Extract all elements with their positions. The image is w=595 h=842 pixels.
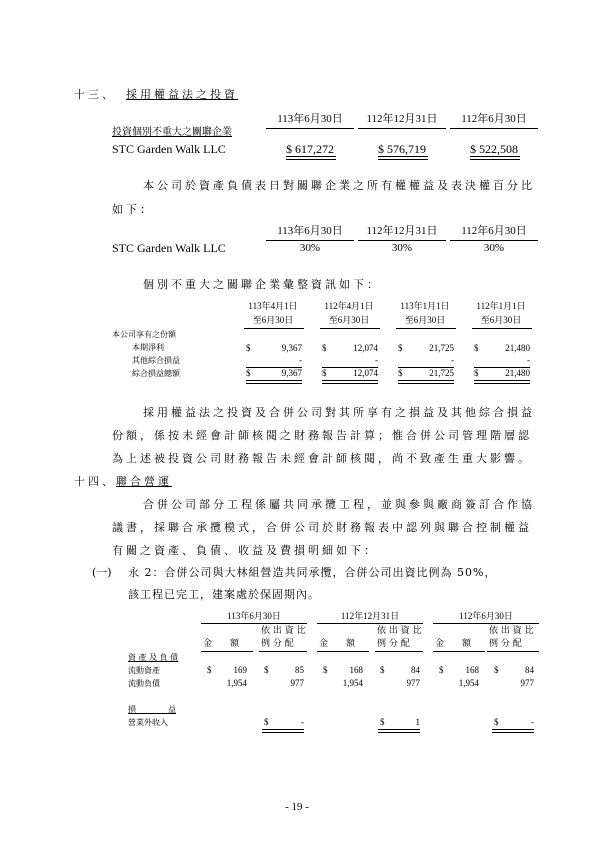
t3-total-rule-4 <box>474 380 530 384</box>
t1-double-rule-2 <box>378 156 428 160</box>
t4-row3-cur-1: $ <box>264 717 269 727</box>
t4-ratio-h1-1: 依 出 資 比 <box>261 626 306 636</box>
t1-date-1: 113年6月30日 <box>277 113 343 125</box>
t4-row3-label: 營業外收入 <box>128 718 168 727</box>
t1-value-2: $ 576,719 <box>378 142 426 156</box>
item-1-number: (一) <box>92 566 112 579</box>
sec14-para1-line1: 合併公司部分工程係屬共同承攬工程，並與參與廠商簽訂合作協 <box>143 498 535 511</box>
t3-row1-currency-1: $ <box>246 343 251 353</box>
section-13-title: 採用權益法之投資 <box>126 88 238 101</box>
t2-value-1: 30% <box>299 242 321 254</box>
t3-head-rule-2 <box>320 328 380 329</box>
t4-amount-h-1: 金 額 <box>203 639 240 649</box>
t2-date-2: 112年12月31日 <box>366 225 438 237</box>
section-13-number: 十三、 <box>74 88 116 101</box>
t2-value-2: 30% <box>391 242 413 254</box>
t3-row3-label: 綜合損益總額 <box>132 369 180 378</box>
t4-amount-h-3: 金 額 <box>435 639 472 649</box>
t1-label: 投資個別不重大之關聯企業 <box>112 127 232 138</box>
t3-row1-val-2: 12,074 <box>353 343 378 353</box>
t4-row1-cur-6: $ <box>494 665 499 675</box>
t1-value-3: $ 522,508 <box>470 142 518 156</box>
page-number: - 19 - <box>285 801 309 813</box>
t4-row3-cur-3: $ <box>494 717 499 727</box>
t4-col-rule-1 <box>201 651 253 652</box>
t4-row3-cur-2: $ <box>380 717 385 727</box>
t3-h1-3: 113年1月1日 <box>400 301 450 311</box>
t4-row1-val-4: 84 <box>411 665 420 675</box>
t4-section2-label: 損 益 <box>128 705 176 714</box>
t2-rule-2 <box>358 240 446 241</box>
t4-period-2: 112年12月31日 <box>340 611 400 621</box>
t1-double-rule-1 <box>286 156 336 160</box>
t1-value-1: $ 617,272 <box>286 142 334 156</box>
t3-row2-val-4: - <box>527 355 530 365</box>
t4-row1-val-5: 168 <box>465 665 479 675</box>
t3-h1-4: 112年1月1日 <box>476 301 526 311</box>
t4-period-rule-1 <box>201 623 307 624</box>
t4-row1-val-6: 84 <box>525 665 534 675</box>
t4-col-rule-3 <box>317 651 369 652</box>
t4-row1-cur-2: $ <box>264 665 269 675</box>
t3-h2-2: 至6月30日 <box>328 315 370 325</box>
t2-rule-1 <box>266 240 354 241</box>
t4-row1-cur-3: $ <box>323 665 328 675</box>
t4-row2-val-5: 1,954 <box>458 678 479 688</box>
t3-row1-currency-2: $ <box>322 343 327 353</box>
section-14-number: 十四、 <box>74 475 116 488</box>
section-14-title: 聯合營運 <box>116 475 172 488</box>
t3-row1-val-4: 21,480 <box>505 343 530 353</box>
t3-row3-val-2: 12,074 <box>353 368 378 378</box>
t4-row3-val-2: 1 <box>415 717 420 727</box>
t3-row3-val-3: 21,725 <box>429 368 454 378</box>
t4-ratio-h2-2: 例 分 配 <box>377 639 410 649</box>
t4-section1-label: 資 產 及 負 債 <box>128 653 179 662</box>
t4-income-rule-3 <box>492 729 534 733</box>
item-1-line1: 永 2：合併公司與大林組營造共同承攬，合併公司出資比例為 50%， <box>128 566 497 579</box>
t3-head-rule-3 <box>396 328 456 329</box>
t4-ratio-h2-3: 例 分 配 <box>489 639 522 649</box>
t3-row3-currency-3: $ <box>398 368 403 378</box>
sec13-para1-line2: 如下： <box>112 203 154 216</box>
t4-period-rule-3 <box>433 623 539 624</box>
t4-row1-val-2: 85 <box>295 665 304 675</box>
t1-rule-1 <box>266 128 354 129</box>
t4-col-rule-2 <box>259 651 307 652</box>
t3-row2-val-1: - <box>299 355 302 365</box>
t3-h2-4: 至6月30日 <box>480 315 522 325</box>
sec13-para3-line2: 份額，係按未經會計師核閱之財務報告計算；惟合併公司管理階層認 <box>112 429 532 442</box>
t1-date-2: 112年12月31日 <box>366 113 438 125</box>
t4-income-rule-1 <box>262 729 304 733</box>
sec13-para3-line1: 採用權益法之投資及合併公司對其所享有之損益及其他綜合損益 <box>143 406 535 419</box>
t4-ratio-h1-3: 依 出 資 比 <box>489 626 534 636</box>
t3-row2-label: 其他綜合損益 <box>132 356 180 365</box>
sec13-para1-line1: 本公司於資產負債表日對關聯企業之所有權權益及表決權百分比 <box>143 179 535 192</box>
t3-row2-val-3: - <box>451 355 454 365</box>
t4-row2-val-4: 977 <box>406 678 420 688</box>
t4-period-3: 112年6月30日 <box>459 611 513 621</box>
t3-row1-currency-3: $ <box>398 343 403 353</box>
t3-row3-val-4: 21,480 <box>505 368 530 378</box>
t3-row2-val-2: - <box>375 355 378 365</box>
t1-double-rule-3 <box>470 156 520 160</box>
sec13-para2: 個別不重大之關聯企業彙整資訊如下： <box>143 278 381 291</box>
t4-row2-val-3: 1,954 <box>342 678 363 688</box>
t4-period-1: 113年6月30日 <box>227 611 281 621</box>
t3-h2-3: 至6月30日 <box>404 315 446 325</box>
t4-col-rule-4 <box>375 651 423 652</box>
t3-head-rule-1 <box>244 328 304 329</box>
item-1-line2: 該工程已完工，建案處於保固期內。 <box>128 588 320 601</box>
sec14-para1-line3: 有關之資產、負債、收益及費損明細如下： <box>112 544 378 557</box>
t4-row2-label: 流動負債 <box>128 679 160 688</box>
t4-row2-val-6: 977 <box>520 678 534 688</box>
t1-company: STC Garden Walk LLC <box>112 142 226 156</box>
t2-value-3: 30% <box>483 242 505 254</box>
t4-row1-val-3: 168 <box>349 665 363 675</box>
sec14-para1-line2: 議書，採聯合承攬模式，合併公司於財務報表中認列與聯合控制權益 <box>112 521 532 534</box>
t3-row1-currency-4: $ <box>474 343 479 353</box>
t1-date-3: 112年6月30日 <box>461 113 527 125</box>
t3-total-rule-1 <box>246 380 302 384</box>
t3-total-rule-2 <box>322 380 378 384</box>
t3-row1-val-3: 21,725 <box>429 343 454 353</box>
t4-period-rule-2 <box>317 623 423 624</box>
t3-h2-1: 至6月30日 <box>252 315 294 325</box>
t2-date-1: 113年6月30日 <box>277 225 343 237</box>
t3-row1-val-1: 9,367 <box>281 343 302 353</box>
t4-row1-cur-4: $ <box>380 665 385 675</box>
t4-col-rule-6 <box>487 651 539 652</box>
t2-rule-3 <box>450 240 538 241</box>
t1-rule-3 <box>450 128 538 129</box>
t4-row3-val-1: - <box>301 717 304 727</box>
t4-row2-val-2: 977 <box>290 678 304 688</box>
t3-group-label: 本公司享有之份額 <box>112 330 176 339</box>
t4-row3-val-3: - <box>531 717 534 727</box>
t4-income-rule-2 <box>378 729 420 733</box>
t4-col-rule-5 <box>433 651 485 652</box>
sec13-para3-line3: 為上述被投資公司財務報告未經會計師核閱，尚不致產生重大影響。 <box>112 452 532 465</box>
t4-ratio-h2-1: 例 分 配 <box>261 639 294 649</box>
t4-row2-val-1: 1,954 <box>226 678 247 688</box>
t1-rule-2 <box>358 128 446 129</box>
t2-company: STC Garden Walk LLC <box>112 241 226 255</box>
t3-head-rule-4 <box>472 328 532 329</box>
t4-ratio-h1-2: 依 出 資 比 <box>377 626 422 636</box>
t4-row1-label: 流動資產 <box>128 666 160 675</box>
t3-row3-currency-4: $ <box>474 368 479 378</box>
t3-row3-currency-1: $ <box>246 368 251 378</box>
t3-h1-2: 112年4月1日 <box>324 301 374 311</box>
t4-row1-cur-1: $ <box>207 665 212 675</box>
t4-row1-val-1: 169 <box>233 665 247 675</box>
t3-h1-1: 113年4月1日 <box>248 301 298 311</box>
t3-row3-val-1: 9,367 <box>281 368 302 378</box>
t4-amount-h-2: 金 額 <box>319 639 356 649</box>
t2-date-3: 112年6月30日 <box>461 225 527 237</box>
t3-row1-label: 本期淨利 <box>132 343 164 352</box>
t3-total-rule-3 <box>398 380 454 384</box>
t4-row1-cur-5: $ <box>439 665 444 675</box>
t3-row3-currency-2: $ <box>322 368 327 378</box>
